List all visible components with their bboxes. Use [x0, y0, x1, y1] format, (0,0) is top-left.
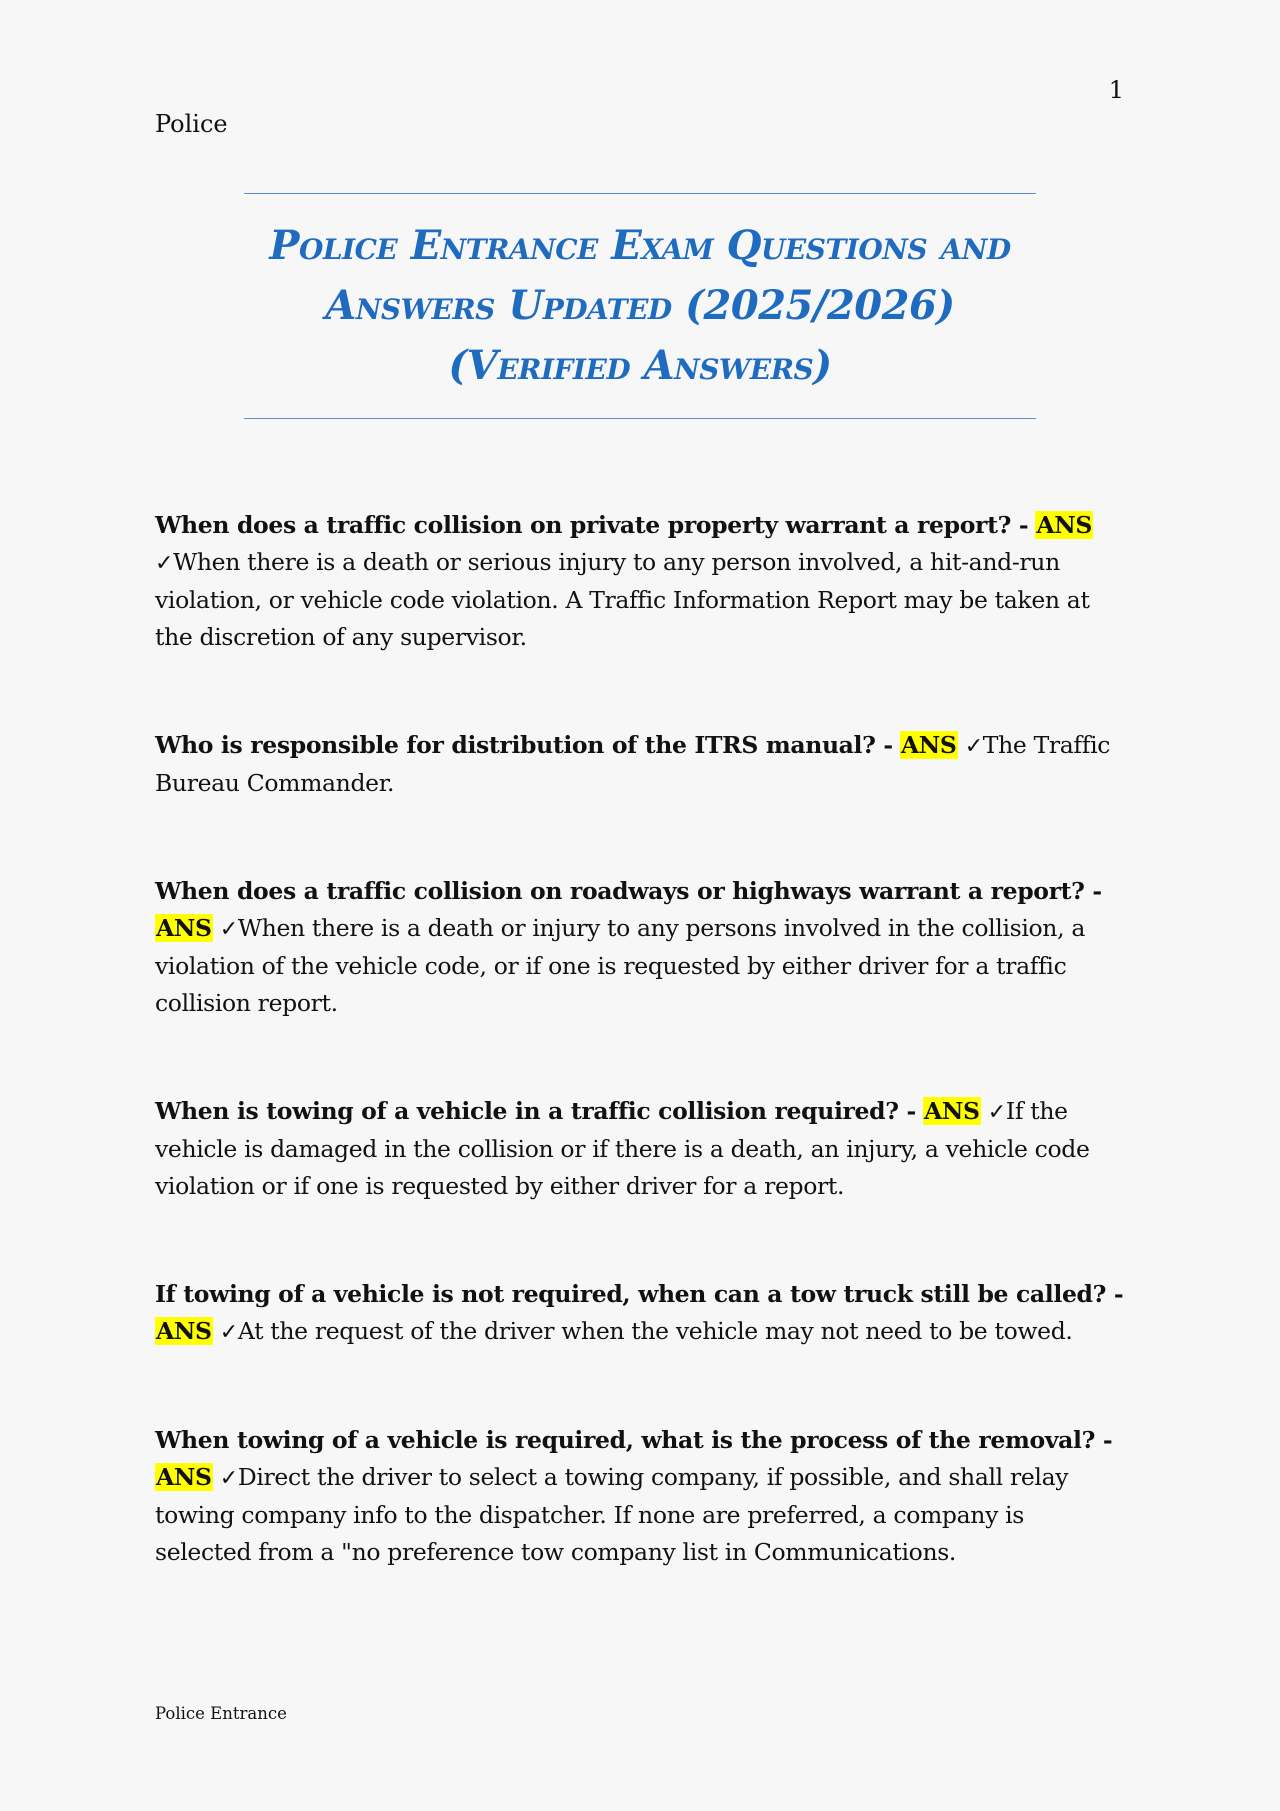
question-text: When towing of a vehicle is required, what is the process of the removal? -: [155, 1426, 1113, 1454]
qa-item: [155, 873, 1125, 1022]
answer-text: The Traffic Bureau Commander.: [155, 731, 1111, 797]
ans-highlight: ANS: [156, 1317, 212, 1345]
qa-item: [155, 507, 1125, 656]
question-text: Who is responsible for distribution of the ITRS manual? -: [155, 731, 893, 759]
page-header: Police: [155, 110, 228, 138]
qa-item: [155, 1276, 1125, 1351]
qa-list: [155, 507, 1125, 1571]
answer-text: If the vehicle is damaged in the collision or if there is a death, an injury, a vehicle code violation or if one is requested by either driver for a report.: [155, 1097, 1090, 1200]
ans-highlight: ANS: [156, 914, 212, 942]
answer-text: At the request of the driver when the vehicle may not need to be towed.: [237, 1317, 1073, 1345]
answer-text: When there is a death or injury to any persons involved in the collision, a violation of the vehicle code, or if one is requested by either driver for a traffic collision report.: [155, 914, 1085, 1017]
page-number: 1: [1108, 76, 1124, 104]
question-text: When does a traffic collision on roadways or highways warrant a report? -: [155, 877, 1102, 905]
answer-text: When there is a death or serious injury to any person involved, a hit-and-run violation, or vehicle code violation. A Traffic Information Report may be taken at the discretion of any supervisor.: [155, 548, 1090, 651]
question-text: If towing of a vehicle is not required, when can a tow truck still be called? -: [155, 1280, 1124, 1308]
title-line: Police Entrance Exam Questions and: [269, 222, 1011, 269]
title-line: Answers Updated (2025/2026): [325, 282, 955, 329]
checkmark-icon: ✓: [964, 734, 983, 759]
document-title: [244, 193, 1036, 419]
checkmark-icon: ✓: [219, 1466, 238, 1491]
checkmark-icon: ✓: [219, 917, 238, 942]
page-footer: Police Entrance: [155, 1704, 287, 1723]
ans-highlight: ANS: [1036, 511, 1092, 539]
ans-highlight: ANS: [900, 731, 957, 759]
answer-text: Direct the driver to select a towing company, if possible, and shall relay towing company info to the dispatcher. If none are preferred, a company is selected from a "no preference tow company list in Communications.: [155, 1463, 1069, 1566]
ans-highlight: ANS: [156, 1463, 212, 1491]
checkmark-icon: ✓: [219, 1320, 238, 1345]
checkmark-icon: ✓: [987, 1100, 1006, 1125]
question-text: When does a traffic collision on private property warrant a report? -: [155, 511, 1029, 539]
title-line: (Verified Answers): [448, 342, 832, 389]
ans-highlight: ANS: [924, 1097, 980, 1125]
question-text: When is towing of a vehicle in a traffic collision required? -: [155, 1097, 916, 1125]
qa-item: [155, 727, 1125, 802]
checkmark-icon: ✓: [155, 551, 174, 576]
qa-item: [155, 1422, 1125, 1571]
qa-item: [155, 1093, 1125, 1205]
